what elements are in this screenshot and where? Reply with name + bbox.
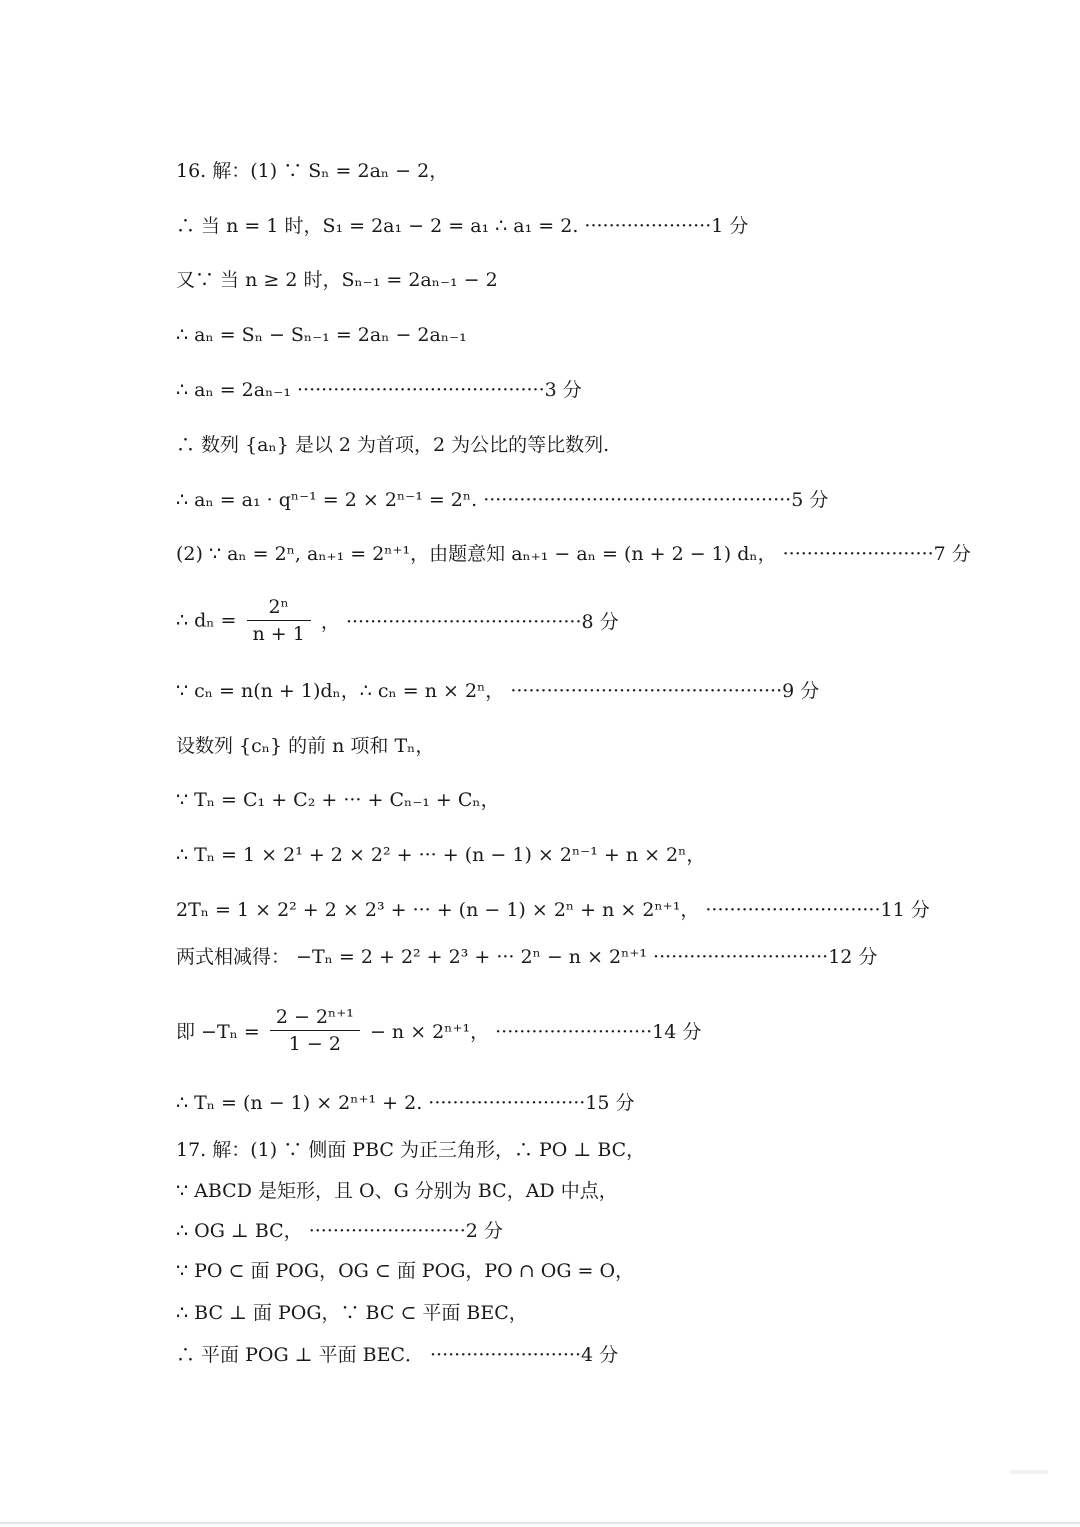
q16-step-n2: 又∵ 当 n ≥ 2 时，Sₙ₋₁ = 2aₙ₋₁ − 2 — [176, 269, 498, 291]
frac1-fraction — [247, 596, 311, 645]
q16-cn-line: ∵ cₙ = n(n + 1)dₙ，∴ cₙ = n × 2ⁿ， ·············································9 分 — [176, 680, 820, 702]
frac2-prefix: 即 −Tₙ = — [176, 1021, 260, 1043]
faint-corner-mark — [1010, 1470, 1048, 1474]
q16-step-an-diff: ∴ aₙ = Sₙ − Sₙ₋₁ = 2aₙ − 2aₙ₋₁ — [176, 324, 467, 346]
frac1-prefix: ∴ dₙ = — [176, 609, 237, 632]
q16-tn-def: 设数列 {cₙ} 的前 n 项和 Tₙ， — [176, 735, 435, 757]
frac1-numerator: 2ⁿ — [247, 596, 311, 621]
q16-part2-line: (2) ∵ aₙ = 2ⁿ, aₙ₊₁ = 2ⁿ⁺¹，由题意知 aₙ₊₁ − aₙ = (n + 2 − 1) dₙ， ·························7 分 — [176, 543, 971, 565]
q16-tn-expand: ∴ Tₙ = 1 × 2¹ + 2 × 2² + ··· + (n − 1) × 2ⁿ⁻¹ + n × 2ⁿ， — [176, 844, 706, 866]
q17-og-perp: ∴ OG ⊥ BC， ··························2 分 — [176, 1220, 503, 1242]
q17-plane-pog: ∵ PO ⊂ 面 POG，OG ⊂ 面 POG，PO ∩ OG = O， — [176, 1260, 635, 1282]
q16-neg-tn-fraction-line — [176, 1006, 701, 1055]
q16-geometric-statement: ∴ 数列 {aₙ} 是以 2 为首项，2 为公比的等比数列. — [176, 434, 610, 456]
q16-an-formula: ∴ aₙ = a₁ · qⁿ⁻¹ = 2 × 2ⁿ⁻¹ = 2ⁿ. ···················································5 分 — [176, 489, 829, 511]
frac2-suffix: − n × 2ⁿ⁺¹， ··························14 分 — [369, 1021, 702, 1043]
q16-tn-result: ∴ Tₙ = (n − 1) × 2ⁿ⁺¹ + 2. ··························15 分 — [176, 1092, 635, 1114]
q16-tn-sum: ∵ Tₙ = C₁ + C₂ + ··· + Cₙ₋₁ + Cₙ， — [176, 789, 500, 811]
q16-heading-line: 16. 解：(1) ∵ Sₙ = 2aₙ − 2， — [176, 160, 449, 182]
q17-rectangle-line: ∵ ABCD 是矩形，且 O、G 分别为 BC，AD 中点， — [176, 1180, 618, 1202]
frac1-denominator: n + 1 — [252, 623, 305, 645]
bottom-edge-rule — [0, 1522, 1080, 1524]
frac2-fraction — [270, 1006, 360, 1055]
q17-heading-line: 17. 解：(1) ∵ 侧面 PBC 为正三角形，∴ PO ⊥ BC， — [176, 1139, 646, 1161]
q16-2tn-expand: 2Tₙ = 1 × 2² + 2 × 2³ + ··· + (n − 1) × 2ⁿ + n × 2ⁿ⁺¹， ·····························11 分 — [176, 899, 930, 921]
frac1-suffix: ， ·······································8 分 — [320, 611, 619, 633]
frac2-denominator: 1 − 2 — [288, 1033, 341, 1055]
q17-bc-perp: ∴ BC ⊥ 面 POG，∵ BC ⊂ 平面 BEC， — [176, 1302, 528, 1324]
q16-step-an-recur: ∴ aₙ = 2aₙ₋₁ ·········································3 分 — [176, 379, 582, 401]
q17-conclusion: ∴ 平面 POG ⊥ 平面 BEC． ·························4 分 — [176, 1344, 619, 1366]
frac2-numerator: 2 − 2ⁿ⁺¹ — [270, 1006, 360, 1031]
q16-subtract: 两式相减得： −Tₙ = 2 + 2² + 2³ + ··· 2ⁿ − n × 2ⁿ⁺¹ ·····························12 分 — [176, 946, 878, 968]
q16-step-n1: ∴ 当 n = 1 时，S₁ = 2a₁ − 2 = a₁ ∴ a₁ = 2. ·····················1 分 — [176, 215, 749, 237]
q16-dn-fraction-line — [176, 596, 619, 645]
